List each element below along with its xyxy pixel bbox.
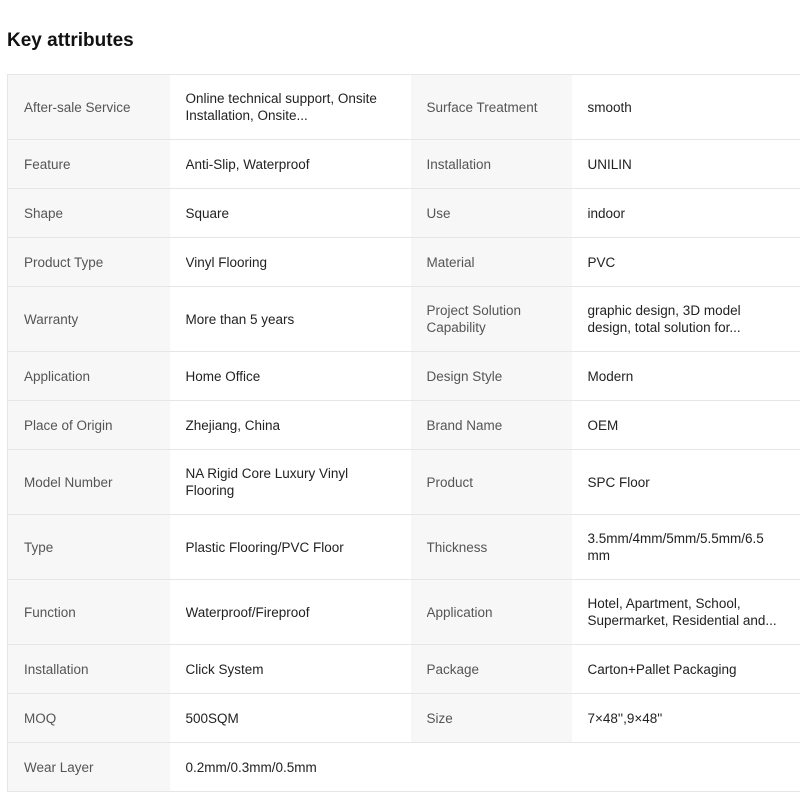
attribute-name: Wear Layer (8, 743, 170, 792)
attribute-value: Online technical support, Onsite Installation, Onsite... (170, 75, 411, 140)
table-row (8, 189, 800, 238)
attribute-value: Zhejiang, China (170, 401, 411, 450)
attribute-name: Material (411, 238, 572, 287)
attribute-value: Click System (170, 645, 411, 694)
attribute-value: Waterproof/Fireproof (170, 580, 411, 645)
attribute-name: Product (411, 450, 572, 515)
attribute-value: SPC Floor (572, 450, 800, 515)
table-row (8, 694, 800, 743)
attribute-name: Application (411, 580, 572, 645)
attribute-value: Modern (572, 352, 800, 401)
attribute-value: NA Rigid Core Luxury Vinyl Flooring (170, 450, 411, 515)
attribute-value: Carton+Pallet Packaging (572, 645, 800, 694)
attribute-value: OEM (572, 401, 800, 450)
table-row (8, 580, 800, 645)
attribute-name: Model Number (8, 450, 170, 515)
table-row (8, 238, 800, 287)
attribute-name: Warranty (8, 287, 170, 352)
attribute-value: Vinyl Flooring (170, 238, 411, 287)
table-row (8, 75, 800, 140)
attribute-value: More than 5 years (170, 287, 411, 352)
attribute-value: Square (170, 189, 411, 238)
attribute-name: Surface Treatment (411, 75, 572, 140)
attribute-value: Plastic Flooring/PVC Floor (170, 515, 411, 580)
table-row (8, 352, 800, 401)
attribute-name: MOQ (8, 694, 170, 743)
attribute-value: 3.5mm/4mm/5mm/5.5mm/6.5 mm (572, 515, 800, 580)
attribute-value: Home Office (170, 352, 411, 401)
table-row (8, 645, 800, 694)
key-attributes-table (7, 74, 800, 792)
attribute-value: Hotel, Apartment, School, Supermarket, Residential and... (572, 580, 800, 645)
table-row (8, 401, 800, 450)
attribute-name: Product Type (8, 238, 170, 287)
attribute-name: Brand Name (411, 401, 572, 450)
attribute-name: Place of Origin (8, 401, 170, 450)
attribute-value: 0.2mm/0.3mm/0.5mm (170, 743, 411, 792)
attribute-name: Size (411, 694, 572, 743)
attribute-value: UNILIN (572, 140, 800, 189)
attribute-value: 7×48'',9×48'' (572, 694, 800, 743)
attribute-name: After-sale Service (8, 75, 170, 140)
attribute-name: Thickness (411, 515, 572, 580)
attribute-name: Application (8, 352, 170, 401)
attribute-name: Installation (411, 140, 572, 189)
attribute-value: indoor (572, 189, 800, 238)
table-row (8, 140, 800, 189)
table-row (8, 287, 800, 352)
empty-cell (572, 743, 800, 792)
attribute-value: 500SQM (170, 694, 411, 743)
section-title: Key attributes (7, 30, 134, 51)
attribute-value: Anti-Slip, Waterproof (170, 140, 411, 189)
attribute-name: Package (411, 645, 572, 694)
attribute-name: Project Solution Capability (411, 287, 572, 352)
empty-cell (411, 743, 572, 792)
attribute-name: Use (411, 189, 572, 238)
table-row (8, 743, 800, 792)
attribute-value: smooth (572, 75, 800, 140)
attribute-value: PVC (572, 238, 800, 287)
attribute-name: Feature (8, 140, 170, 189)
attribute-name: Installation (8, 645, 170, 694)
table-row (8, 515, 800, 580)
attribute-value: graphic design, 3D model design, total solution for... (572, 287, 800, 352)
attribute-name: Design Style (411, 352, 572, 401)
attribute-name: Function (8, 580, 170, 645)
attribute-name: Shape (8, 189, 170, 238)
table-row (8, 450, 800, 515)
attribute-name: Type (8, 515, 170, 580)
